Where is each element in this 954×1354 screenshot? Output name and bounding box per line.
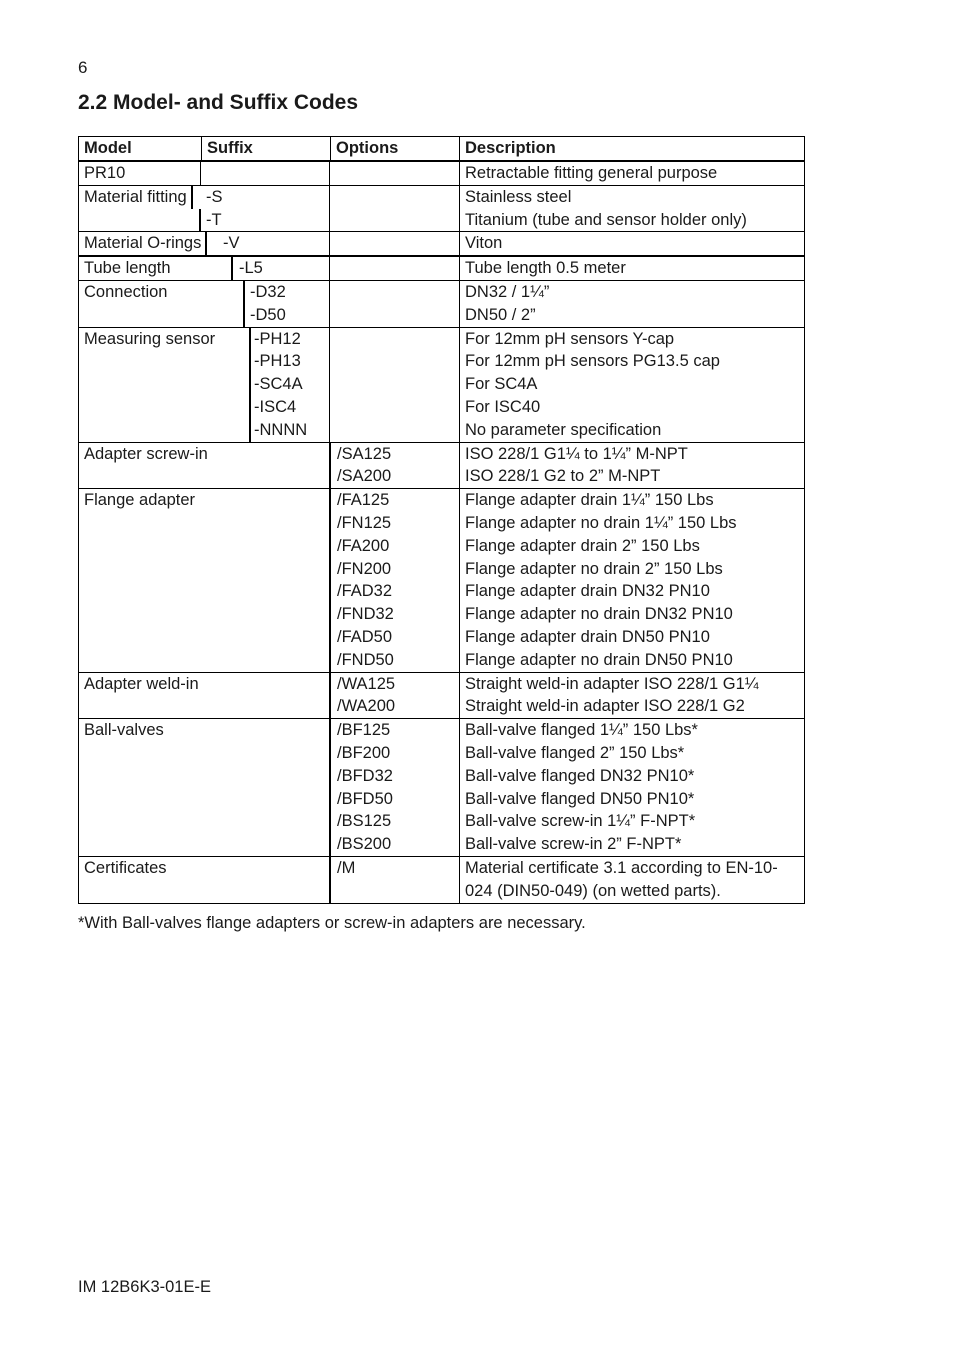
header-model: Model [84,139,132,157]
description-cell [459,328,806,442]
description-line: ISO 228/1 G2 to 2” M-NPT [465,467,661,486]
option-code: /SA125 [337,444,392,463]
description-line: DN32 / 1¼” [465,282,550,301]
description-line: Ball-valve flanged 1¼” 150 Lbs* [465,721,698,740]
description-line: Flange adapter no drain DN50 PN10 [465,650,733,669]
footnote: *With Ball-valves flange adapters or screw-in adapters are necessary. [78,914,586,932]
options-cell [329,443,459,489]
description-line: For 12mm pH sensors Y-cap [465,329,675,348]
description-cell [459,673,806,719]
header-options: Options [330,137,459,160]
description-line: Material certificate 3.1 according to EN-10- [465,858,778,877]
description-line: Titanium (tube and sensor holder only) [465,210,747,229]
options-cell [329,257,459,280]
model-cell: PR10 [79,162,201,185]
description-line: Flange adapter drain DN50 PN10 [465,627,710,646]
suffix-cell [201,186,223,232]
description-line: Ball-valve flanged DN32 PN10* [465,766,695,785]
option-code: /FN200 [337,559,392,578]
options-cell [329,232,459,255]
page-number: 6 [78,58,88,77]
option-code: /FAD50 [337,627,393,646]
table-row-flange-adapter [79,488,804,671]
option-code: /FAD32 [337,582,393,601]
table-row-adapter-screw-in [79,442,804,489]
model-cell: Material fitting [79,186,193,209]
option-code: /BS200 [337,835,392,854]
model-cell: Ball-valves [84,721,164,740]
suffix-code: -PH12 [254,329,301,348]
suffix-code: -L5 [239,259,263,278]
suffix-code: -T [206,210,222,229]
description-line: Ball-valve screw-in 1¼” F-NPT* [465,812,696,831]
model-cell: Measuring sensor [79,328,251,442]
options-cell [329,186,459,232]
options-cell [329,719,459,856]
model-suffix-table [78,136,805,904]
description-line: Retractable fitting general purpose [465,164,718,182]
model-cell: Material O-rings [79,232,207,255]
suffix-cell [218,232,240,255]
description-line: Flange adapter drain DN32 PN10 [465,582,710,601]
description-cell [459,857,806,903]
options-cell [329,857,459,903]
options-cell [329,328,459,442]
table-row-ball-valves [79,718,804,856]
table-row-pr10 [79,162,804,185]
description-line: Ball-valve flanged DN50 PN10* [465,789,695,808]
table-row-tube-length [79,255,804,280]
options-cell [329,489,459,671]
description-line: DN50 / 2” [465,305,536,324]
description-line: Straight weld-in adapter ISO 228/1 G2 [465,697,745,716]
option-code: /BF125 [337,721,391,740]
option-code: /M [337,858,356,877]
description-line: For ISC40 [465,397,541,416]
suffix-code: -S [206,187,223,206]
suffix-cell [234,257,263,280]
description-cell [459,443,806,489]
description-cell [459,232,806,255]
suffix-code: -ISC4 [254,397,297,416]
description-line: Ball-valve flanged 2” 150 Lbs* [465,743,685,762]
description-line: For 12mm pH sensors PG13.5 cap [465,352,720,371]
suffix-code: -SC4A [254,375,303,394]
description-line: Ball-valve screw-in 2” F-NPT* [465,835,682,854]
option-code: /BFD50 [337,789,393,808]
options-cell [329,281,459,327]
option-code: /BFD32 [337,766,393,785]
description-cell [459,162,806,185]
description-line: Straight weld-in adapter ISO 228/1 G1¼ [465,674,759,693]
suffix-code: -PH13 [254,352,301,371]
suffix-code: -V [223,234,240,253]
options-cell [329,673,459,719]
option-code: /WA125 [337,674,396,693]
description-line: For SC4A [465,375,538,394]
model-cell: Tube length [79,257,233,280]
model-cell: Adapter weld-in [84,674,199,693]
model-cell: Flange adapter [84,491,195,510]
model-cell: Certificates [84,858,167,877]
suffix-cell [245,281,286,327]
description-line: ISO 228/1 G1¼ to 1¼” M-NPT [465,444,688,463]
suffix-code: -D32 [250,282,286,301]
description-cell [459,186,806,232]
option-code: /FND32 [337,605,394,624]
options-cell [329,162,459,185]
description-line: Flange adapter drain 2” 150 Lbs [465,536,700,555]
header-description: Description [459,137,806,160]
model-cell-continuation [79,209,201,232]
header-suffix: Suffix [201,137,330,160]
option-code: /FND50 [337,650,394,669]
option-code: /FA200 [337,536,390,555]
table-header [79,137,804,162]
suffix-code: -NNNN [254,420,308,439]
description-line: No parameter specification [465,420,662,439]
description-line: Flange adapter no drain DN32 PN10 [465,605,733,624]
description-line: Tube length 0.5 meter [465,259,626,278]
table-row-connection [79,280,804,327]
description-cell [459,489,806,671]
option-code: /FA125 [337,491,390,510]
description-line: Stainless steel [465,187,572,206]
option-code: /FN125 [337,513,392,532]
description-line: Viton [465,234,503,253]
table-row-measuring-sensor [79,327,804,442]
option-code: /SA200 [337,467,392,486]
description-cell [459,719,806,856]
description-line: Flange adapter no drain 2” 150 Lbs [465,559,723,578]
table-row-adapter-weld-in [79,672,804,719]
suffix-code: -D50 [250,305,286,324]
model-cell: Connection [79,281,245,327]
option-code: /WA200 [337,697,396,716]
description-line: Flange adapter no drain 1¼” 150 Lbs [465,513,737,532]
description-cell [459,257,806,280]
description-line: Flange adapter drain 1¼” 150 Lbs [465,491,714,510]
document-id: IM 12B6K3-01E-E [78,1278,211,1296]
option-code: /BF200 [337,743,391,762]
table-row-certificates [79,856,804,903]
model-cell: Adapter screw-in [84,444,208,463]
description-cell [459,281,806,327]
description-line: 024 (DIN50-049) (on wetted parts). [465,881,721,900]
section-title: 2.2 Model- and Suffix Codes [78,91,359,114]
suffix-cell [249,328,307,442]
table-row-material-orings [79,231,804,255]
option-code: /BS125 [337,812,392,831]
table-row-material-fitting [79,185,804,232]
